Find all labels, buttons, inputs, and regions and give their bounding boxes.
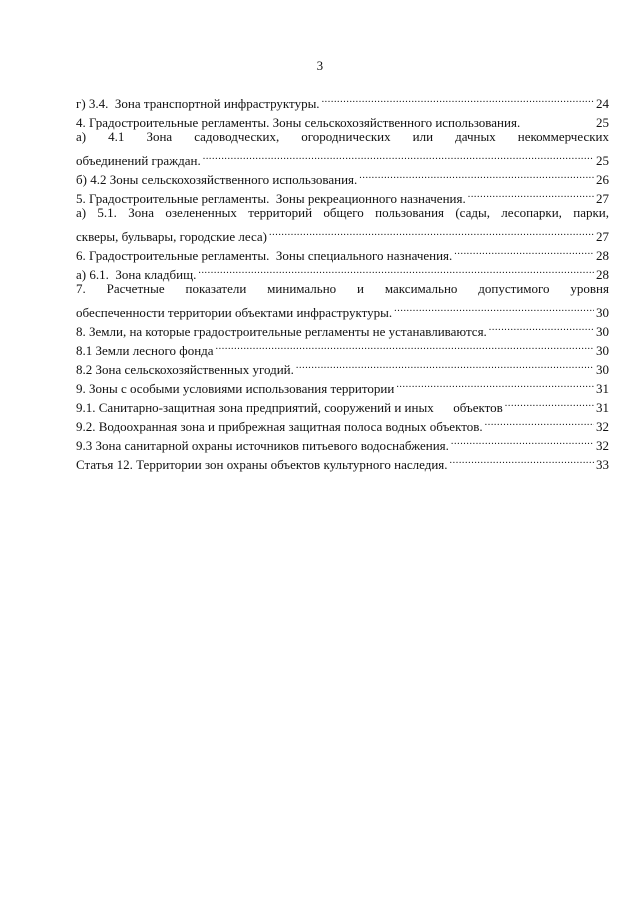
- toc-entry-line: [76, 298, 609, 320]
- toc-entry-page: 25: [596, 153, 609, 168]
- toc-entry-title: г) 3.4. Зона транспортной инфраструктуры.: [76, 96, 320, 111]
- dot-leader: [296, 355, 594, 374]
- dot-leader: [468, 184, 594, 203]
- toc-entry-title-line2: обеспеченности территории объектами инфраструктуры.: [76, 305, 393, 320]
- page-number: 3: [316, 58, 324, 73]
- toc-entry-title-line1: 7. Расчетные показатели минимально и максимально допустимого уровня: [76, 281, 609, 296]
- toc-entry-page: 27: [596, 191, 609, 206]
- toc-entry-title: 8.1 Земли лесного фонда: [76, 343, 214, 358]
- toc-entry-page: 32: [596, 438, 609, 453]
- toc-entry-title: 6. Градостроительные регламенты. Зоны специального назначения.: [76, 248, 453, 263]
- toc-entry-page: 27: [596, 229, 609, 244]
- toc-entry-title-line2: скверы, бульвары, городские леса): [76, 229, 268, 244]
- toc-entry-title: б) 4.2 Зоны сельскохозяйственного использования.: [76, 172, 358, 187]
- toc-entry-page: 28: [596, 267, 609, 282]
- toc-entry-line: [76, 146, 609, 168]
- toc-entry-title: 9.2. Водоохранная зона и прибрежная защитная полоса водных объектов.: [76, 419, 483, 434]
- dot-leader: [198, 260, 594, 279]
- toc-entry: [76, 279, 609, 320]
- toc-entry-title-line2: объединений граждан.: [76, 153, 201, 168]
- toc-entry-page: 33: [596, 457, 609, 472]
- dot-leader: [203, 146, 594, 165]
- toc-entry-title-line1: а) 4.1 Зона садоводческих, огороднических или дачных некоммерческих: [76, 129, 609, 144]
- toc-entry-line: [76, 89, 609, 111]
- toc-entry-page: 32: [596, 419, 609, 434]
- toc-entry: [76, 203, 609, 244]
- dot-leader: [522, 108, 594, 127]
- toc-entry-page: 28: [596, 248, 609, 263]
- dot-leader: [485, 412, 594, 431]
- toc-entry-line: [76, 222, 609, 244]
- dot-leader: [322, 89, 594, 108]
- toc-entry-title: 9. Зоны с особыми условиями использования территории: [76, 381, 395, 396]
- dot-leader: [451, 431, 594, 450]
- dot-leader: [216, 336, 594, 355]
- toc-entry-page: 31: [596, 381, 609, 396]
- toc-entry-page: 24: [596, 96, 609, 111]
- dot-leader: [454, 241, 594, 260]
- toc-entry-title: 4. Градостроительные регламенты. Зоны сельскохозяйственного использования.: [76, 115, 521, 130]
- toc-entry-page: 31: [596, 400, 609, 415]
- dot-leader: [359, 165, 594, 184]
- toc-entry-title-line1: а) 5.1. Зона озелененных территорий общего пользования (сады, лесопарки, парки,: [76, 205, 609, 220]
- toc-entry-page: 30: [596, 362, 609, 377]
- toc-entry-title: а) 6.1. Зона кладбищ.: [76, 267, 197, 282]
- toc-entry-title: 9.3 Зона санитарной охраны источников питьевого водоснабжения.: [76, 438, 449, 453]
- toc-entry-page: 30: [596, 324, 609, 339]
- toc-entry-page: 25: [596, 115, 609, 130]
- toc-entry: [76, 89, 609, 111]
- toc-entry: [76, 127, 609, 168]
- toc-entry-title: 9.1. Санитарно-защитная зона предприятий, сооружений и иных объектов: [76, 400, 503, 415]
- toc-entry-page: 30: [596, 305, 609, 320]
- toc-entry-page: 26: [596, 172, 609, 187]
- dot-leader: [394, 298, 594, 317]
- dot-leader: [505, 393, 594, 412]
- toc-entry-title: 8. Земли, на которые градостроительные регламенты не устанавливаются.: [76, 324, 487, 339]
- dot-leader: [269, 222, 594, 241]
- toc-entry-title: 8.2 Зона сельскохозяйственных угодий.: [76, 362, 294, 377]
- dot-leader: [396, 374, 594, 393]
- dot-leader: [489, 317, 594, 336]
- toc-entry-title: 5. Градостроительные регламенты. Зоны рекреационного назначения.: [76, 191, 466, 206]
- table-of-contents: [76, 89, 609, 472]
- toc-entry-page: 30: [596, 343, 609, 358]
- toc-entry-title: Статья 12. Территории зон охраны объектов культурного наследия.: [76, 457, 448, 472]
- dot-leader: [450, 450, 594, 469]
